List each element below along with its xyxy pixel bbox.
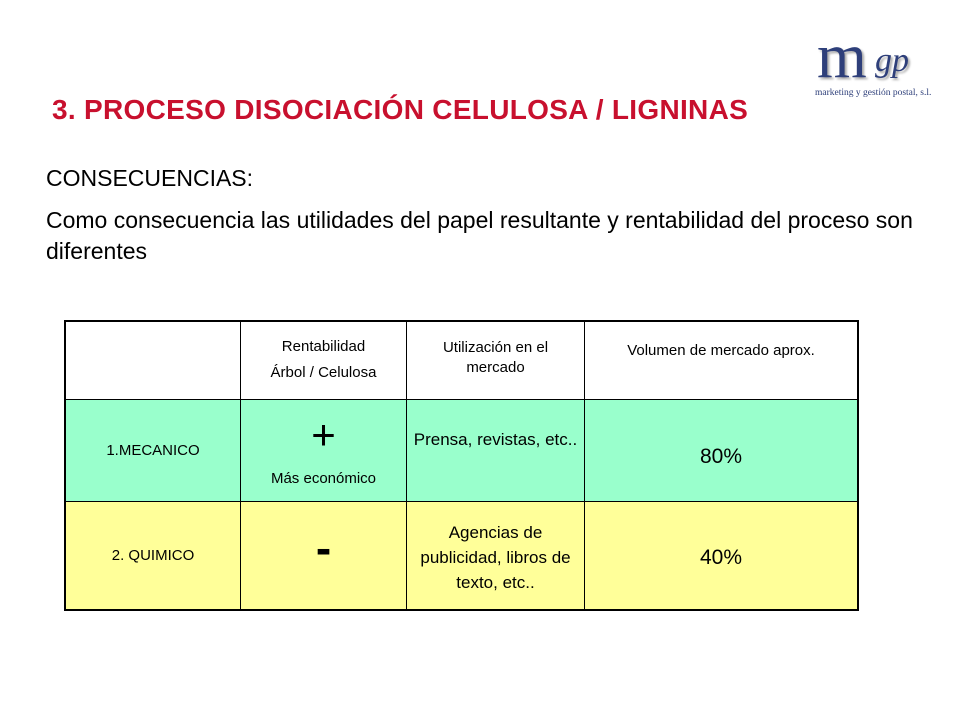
company-logo: [815, 20, 932, 105]
header-volumen: [585, 321, 859, 399]
sign-note: Más económico: [270, 469, 377, 487]
logo-tagline: marketing y gestión postal, s.l.: [815, 88, 932, 98]
logo-mark: m: [817, 20, 865, 91]
table-header-row: [65, 321, 858, 399]
volume-value: 80%: [699, 445, 743, 468]
process-cell: 2. QUIMICO: [65, 501, 241, 610]
volume-cell: [585, 399, 859, 501]
process-cell: 1.MECANICO: [65, 399, 241, 501]
header-utilizacion: [407, 321, 585, 399]
section-subheading: CONSECUENCIAS:: [46, 165, 254, 191]
volume-value: 40%: [699, 546, 743, 570]
plus-sign: +: [311, 410, 336, 458]
comparison-table: [64, 320, 859, 611]
usage-cell: [407, 501, 585, 610]
rentabilidad-cell: [241, 501, 407, 610]
slide-title: 3. PROCESO DISOCIACIÓN CELULOSA / LIGNINAS: [52, 94, 749, 125]
header-rentabilidad: [241, 321, 407, 399]
header-volumen-label: Volumen de mercado aprox.: [627, 342, 815, 360]
body-paragraph: Como consecuencia las utilidades del papel resultante y rentabilidad del proceso son diferentes: [46, 207, 913, 264]
header-rentabilidad-line1: Rentabilidad: [281, 338, 366, 356]
usage-cell: [407, 399, 585, 501]
usage-text: Agencias de publicidad, libros de texto, etc..: [420, 522, 571, 592]
header-empty-cell: [65, 321, 241, 399]
volume-cell: [585, 501, 859, 610]
usage-text: Prensa, revistas, etc..: [413, 429, 578, 449]
header-utilizacion-label: Utilización en el mercado: [442, 339, 549, 377]
rentabilidad-cell: [241, 399, 407, 501]
logo-letters: gp: [875, 42, 909, 79]
header-rentabilidad-line2: Árbol / Celulosa: [270, 364, 377, 382]
minus-sign: -: [315, 522, 332, 575]
table-row-mecanico: [65, 399, 858, 501]
table-row-quimico: [65, 501, 858, 610]
